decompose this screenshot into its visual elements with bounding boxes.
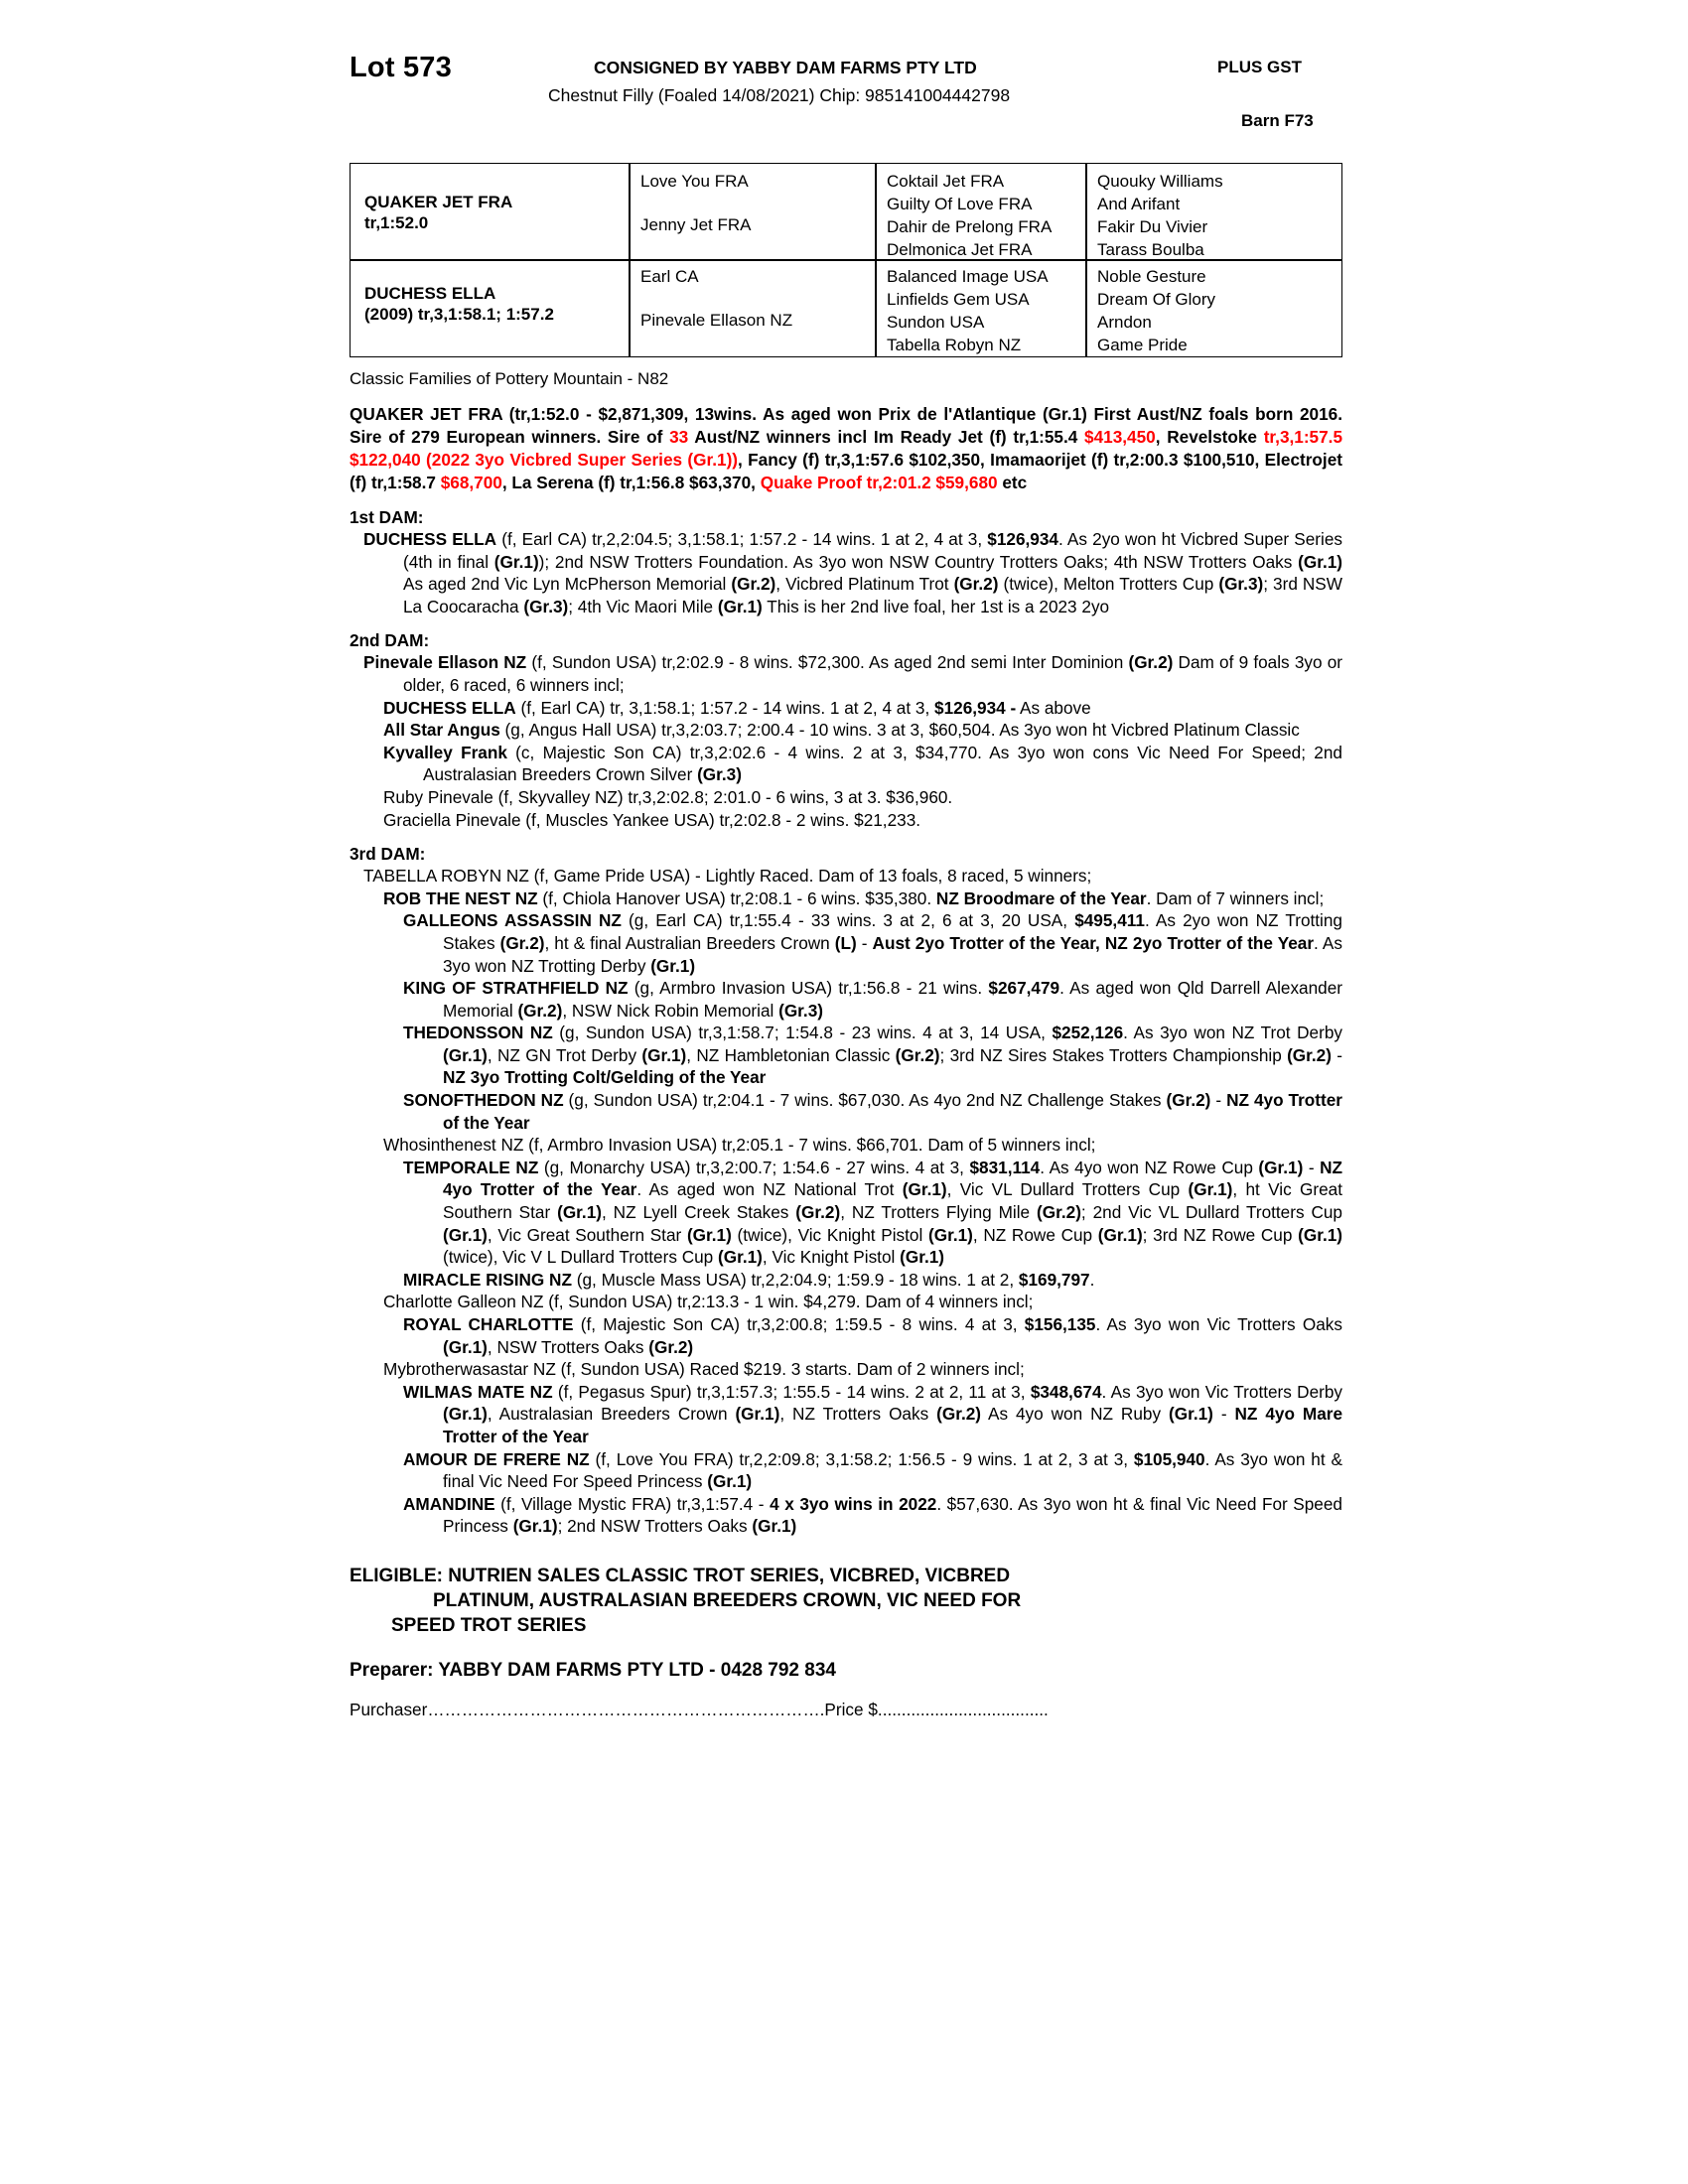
entry-run-1: (f, Majestic Son CA) tr,3,2:00.8; 1:59.5 - 8 wins. 4 at 3, bbox=[573, 1314, 1025, 1334]
entry-run-8: (Gr.2) bbox=[731, 574, 776, 595]
entry-run-1: (c, Majestic Son CA) tr,3,2:02.6 - 4 wins. 2 at 3, $34,770. As 3yo won cons Vic Need For Speed; 2nd Australasian Breeders Crown Silver bbox=[423, 742, 1342, 785]
entry-run-6: NZ 4yo Trotter of the Year bbox=[443, 1157, 1342, 1200]
entry-run-11: - bbox=[1331, 1044, 1343, 1065]
entry-run-2: $105,940 bbox=[1133, 1448, 1205, 1469]
dam-name: DUCHESS ELLA bbox=[364, 284, 496, 303]
entry-run-3: . As 3yo won NZ Trot Derby bbox=[1123, 1023, 1342, 1043]
entry-run-5: - bbox=[1303, 1157, 1321, 1177]
page-header bbox=[350, 48, 1342, 130]
entry-run-3: - bbox=[1210, 1090, 1227, 1111]
entry-run-16: (Gr.2) bbox=[1037, 1202, 1081, 1223]
entry-run-0: KING OF STRATHFIELD NZ bbox=[403, 978, 629, 999]
entry-run-27: (twice), Vic V L Dullard Trotters Cup bbox=[443, 1247, 718, 1268]
entry-run-9: , Vicbred Platinum Trot bbox=[775, 574, 954, 595]
entry-run-1: (g, Sundon USA) tr,3,1:58.7; 1:54.8 - 23 wins. 4 at 3, 14 USA, bbox=[552, 1023, 1053, 1043]
pedigree-g3-2: Guilty Of Love FRA bbox=[887, 195, 1033, 213]
entry-run-4: (Gr.1) bbox=[512, 1516, 558, 1537]
entry-run-0: Ruby Pinevale (f, Skyvalley NZ) tr,3,2:02.8; 2:01.0 - 6 wins, 3 at 3. $36,960. bbox=[383, 786, 953, 807]
entry-run-2: $348,674 bbox=[1030, 1381, 1102, 1402]
section-heading: 3rd DAM: bbox=[350, 844, 426, 865]
entry-run-2: $126,934 - bbox=[934, 697, 1017, 718]
entry-run-17: This is her 2nd live foal, her 1st is a 2023 2yo bbox=[762, 596, 1110, 616]
entry-run-3: . As 4yo won NZ Rowe Cup bbox=[1040, 1157, 1259, 1177]
pedigree-entry bbox=[363, 528, 1342, 617]
entry-run-8: (Gr.2) bbox=[936, 1404, 982, 1425]
sire-text-run-10: etc bbox=[997, 473, 1028, 492]
entry-run-9: . As 3yo won NZ Trotting Derby bbox=[443, 932, 1342, 976]
entry-run-7: . As aged won NZ National Trot bbox=[636, 1179, 903, 1200]
sire-detail: tr,1:52.0 bbox=[364, 213, 429, 232]
pedigree-entry bbox=[363, 651, 1342, 696]
entry-run-8: Aust 2yo Trotter of the Year, NZ 2yo Trotter of the Year bbox=[872, 932, 1315, 953]
pedigree-entry bbox=[383, 742, 1342, 786]
entry-run-1: (f, Village Mystic FRA) tr,3,1:57.4 - bbox=[494, 1493, 771, 1514]
pedigree-entry bbox=[383, 697, 1342, 720]
entry-run-10: (Gr.1) bbox=[1169, 1404, 1213, 1425]
pedigree-entry-text bbox=[383, 1291, 1342, 1313]
sire-summary-block bbox=[350, 403, 1342, 494]
pedigree-entry-text bbox=[383, 1358, 1342, 1381]
pedigree-table bbox=[350, 163, 1342, 357]
entry-run-6: (Gr.1) bbox=[1298, 551, 1342, 572]
pedigree-entry bbox=[383, 809, 1342, 832]
pedigree-entry-text bbox=[403, 1381, 1343, 1448]
section-heading: 1st DAM: bbox=[350, 507, 424, 527]
entry-run-17: ; 2nd Vic VL Dullard Trotters Cup bbox=[1080, 1202, 1342, 1223]
entry-run-1: (f, Earl CA) tr, 3,1:58.1; 1:57.2 - 14 wins. 1 at 2, 4 at 3, bbox=[515, 697, 935, 718]
entry-run-13: ; 3rd NSW La Coocaracha bbox=[403, 574, 1342, 616]
pedigree-entry-text bbox=[403, 1448, 1342, 1493]
entry-run-9: ; 3rd NZ Sires Stakes Trotters Championship bbox=[939, 1044, 1288, 1065]
entry-run-1: (g, Sundon USA) tr,2:04.1 - 7 wins. $67,030. As 4yo 2nd NZ Challenge Stakes bbox=[563, 1090, 1167, 1111]
entry-run-2: NZ Broodmare of the Year bbox=[935, 887, 1147, 908]
entry-run-23: , NZ Rowe Cup bbox=[972, 1224, 1098, 1245]
pedigree-g4-4: Tarass Boulba bbox=[1097, 240, 1204, 259]
entry-run-3: . As 2yo won ht Vicbred Super Series (4th in final bbox=[403, 529, 1343, 572]
entry-run-2: $252,126 bbox=[1052, 1023, 1124, 1043]
entry-run-4: (Gr.2) bbox=[499, 932, 545, 953]
entry-run-1: (f, Love You FRA) tr,2,2:09.8; 3,1:58.2; 1:56.5 - 9 wins. 1 at 2, 3 at 3, bbox=[589, 1448, 1134, 1469]
pedigree-g4-2: And Arifant bbox=[1097, 195, 1181, 213]
eligible-line-1: ELIGIBLE: NUTRIEN SALES CLASSIC TROT SERIES, VICBRED, VICBRED bbox=[350, 1565, 1011, 1586]
sire-text-run-7: $68,700 bbox=[440, 473, 502, 492]
entry-run-6: (Gr.1) bbox=[752, 1516, 797, 1537]
entry-run-11: - bbox=[1212, 1404, 1235, 1425]
entry-run-26: (Gr.1) bbox=[1298, 1224, 1342, 1245]
entry-run-0: Graciella Pinevale (f, Muscles Yankee USA) tr,2:02.8 - 2 wins. $21,233. bbox=[383, 809, 921, 830]
plus-gst-label: PLUS GST bbox=[1217, 58, 1303, 76]
entry-run-0: WILMAS MATE NZ bbox=[403, 1381, 553, 1402]
pedigree-g3-5: Balanced Image USA bbox=[887, 267, 1049, 286]
entry-run-1: (g, Muscle Mass USA) tr,2,2:04.9; 1:59.9 - 18 wins. 1 at 2, bbox=[571, 1269, 1019, 1290]
pedigree-entry bbox=[403, 977, 1342, 1022]
pedigree-g4-1: Quouky Williams bbox=[1097, 172, 1223, 191]
entry-run-0: Mybrotherwasastar NZ (f, Sundon USA) Raced $219. 3 starts. Dam of 2 winners incl; bbox=[383, 1359, 1025, 1380]
pedigree-sections bbox=[350, 507, 1342, 1538]
entry-run-8: (Gr.2) bbox=[895, 1044, 940, 1065]
entry-run-2: 4 x 3yo wins in 2022 bbox=[770, 1493, 937, 1514]
pedigree-g2-4: Pinevale Ellason NZ bbox=[640, 311, 793, 330]
entry-run-0: All Star Angus bbox=[383, 720, 500, 741]
entry-run-0: ROYAL CHARLOTTE bbox=[403, 1314, 574, 1334]
entry-run-14: (Gr.2) bbox=[795, 1202, 841, 1223]
pedigree-entry bbox=[383, 1134, 1342, 1157]
pedigree-entry bbox=[403, 1157, 1342, 1269]
entry-run-10: (Gr.1) bbox=[650, 955, 696, 976]
entry-run-4: (Gr.2) bbox=[517, 1000, 563, 1021]
entry-run-3: As above bbox=[1016, 697, 1091, 718]
eligible-block bbox=[350, 1564, 1342, 1638]
entry-run-12: (Gr.1) bbox=[557, 1202, 602, 1223]
eligible-line-2: PLATINUM, AUSTRALASIAN BREEDERS CROWN, VIC NEED FOR bbox=[433, 1589, 1022, 1611]
entry-run-0: DUCHESS ELLA bbox=[363, 529, 497, 549]
entry-run-10: (Gr.1) bbox=[1188, 1179, 1233, 1200]
entry-run-0: GALLEONS ASSASSIN NZ bbox=[403, 910, 622, 931]
entry-run-3: . As 3yo won Vic Trotters Derby bbox=[1101, 1381, 1343, 1402]
pedigree-g3-1: Coktail Jet FRA bbox=[887, 172, 1005, 191]
entry-run-4: (Gr.1) bbox=[443, 1044, 488, 1065]
entry-run-1: (f, Earl CA) tr,2,2:04.5; 3,1:58.1; 1:57.2 - 14 wins. 1 at 2, 4 at 3, bbox=[496, 529, 988, 549]
sire-text-run-8: , La Serena (f) tr,1:56.8 $63,370, bbox=[501, 473, 761, 492]
entry-run-0: Pinevale Ellason NZ bbox=[363, 652, 527, 673]
entry-run-2: $831,114 bbox=[969, 1157, 1041, 1177]
entry-run-0: THEDONSSON NZ bbox=[403, 1023, 553, 1043]
pedigree-entry-text bbox=[363, 528, 1343, 617]
entry-run-5: , NSW Trotters Oaks bbox=[487, 1336, 649, 1357]
entry-run-12: NZ 3yo Trotting Colt/Gelding of the Year bbox=[443, 1067, 767, 1088]
entry-run-2: (Gr.2) bbox=[1128, 652, 1174, 673]
entry-run-0: Whosinthenest NZ (f, Armbro Invasion USA) tr,2:05.1 - 7 wins. $66,701. Dam of 5 winners incl; bbox=[383, 1135, 1096, 1156]
entry-run-12: (Gr.3) bbox=[1218, 574, 1264, 595]
entry-run-24: (Gr.1) bbox=[1097, 1224, 1143, 1245]
pedigree-entry-text bbox=[403, 909, 1342, 977]
entry-run-3: . As 3yo won Vic Trotters Oaks bbox=[1095, 1314, 1342, 1334]
entry-run-4: (Gr.1) bbox=[1258, 1157, 1304, 1177]
entry-run-3: . $57,630. As 3yo won ht & final Vic Need For Speed Princess bbox=[443, 1493, 1342, 1537]
entry-run-30: (Gr.1) bbox=[900, 1247, 944, 1268]
pedigree-g3-3: Dahir de Prelong FRA bbox=[887, 217, 1053, 236]
pedigree-g4-7: Arndon bbox=[1097, 313, 1152, 332]
pedigree-g4-6: Dream Of Glory bbox=[1097, 290, 1216, 309]
pedigree-entry-text bbox=[383, 1134, 1342, 1157]
pedigree-entry bbox=[363, 865, 1342, 887]
entry-run-5: , ht & final Australian Breeders Crown bbox=[544, 932, 835, 953]
pedigree-g3-4: Delmonica Jet FRA bbox=[887, 240, 1033, 259]
entry-run-0: MIRACLE RISING NZ bbox=[403, 1269, 572, 1290]
pedigree-entry bbox=[383, 1358, 1342, 1381]
entry-run-6: (L) bbox=[834, 932, 857, 953]
pedigree-entry-text bbox=[403, 977, 1343, 1022]
pedigree-entry bbox=[403, 1313, 1342, 1358]
pedigree-g4-3: Fakir Du Vivier bbox=[1097, 217, 1208, 236]
entry-run-7: , NZ Hambletonian Classic bbox=[686, 1044, 896, 1065]
lot-number: Lot 573 bbox=[350, 52, 452, 83]
entry-run-11: (twice), Melton Trotters Cup bbox=[998, 574, 1219, 595]
pedigree-entry bbox=[403, 1089, 1342, 1134]
consignor-line: CONSIGNED BY YABBY DAM FARMS PTY LTD bbox=[594, 58, 977, 77]
entry-run-1: (f, Sundon USA) tr,2:02.9 - 8 wins. $72,300. As aged 2nd semi Inter Dominion bbox=[526, 652, 1129, 673]
entry-run-19: , Vic Great Southern Star bbox=[487, 1224, 687, 1245]
entry-run-9: , Vic VL Dullard Trotters Cup bbox=[946, 1179, 1189, 1200]
entry-run-4: (Gr.1) bbox=[443, 1404, 488, 1425]
sire-text-run-9: Quake Proof tr,2:01.2 $59,680 bbox=[760, 473, 998, 492]
entry-run-3: . bbox=[1089, 1269, 1095, 1290]
entry-run-15: ; 4th Vic Maori Mile bbox=[568, 596, 718, 616]
preparer-line: Preparer: YABBY DAM FARMS PTY LTD - 0428 792 834 bbox=[350, 1659, 836, 1681]
pedigree-entry bbox=[383, 719, 1342, 742]
horse-description: Chestnut Filly (Foaled 14/08/2021) Chip: 985141004442798 bbox=[548, 85, 1011, 105]
pedigree-entry bbox=[403, 1022, 1342, 1089]
entry-run-2: $156,135 bbox=[1024, 1314, 1096, 1334]
entry-run-22: (Gr.1) bbox=[927, 1224, 973, 1245]
entry-run-5: , NSW Nick Robin Memorial bbox=[562, 1000, 779, 1021]
page-content bbox=[350, 48, 1342, 1720]
sire-text-run-4: , Revelstoke bbox=[1155, 427, 1264, 447]
entry-run-13: , NZ Lyell Creek Stakes bbox=[601, 1202, 796, 1223]
entry-run-16: (Gr.1) bbox=[717, 596, 763, 616]
entry-run-0: Charlotte Galleon NZ (f, Sundon USA) tr,2:13.3 - 1 win. $4,279. Dam of 4 winners incl; bbox=[383, 1292, 1034, 1312]
entry-run-10: (Gr.2) bbox=[1287, 1044, 1332, 1065]
entry-run-12: NZ 4yo Mare Trotter of the Year bbox=[443, 1404, 1342, 1446]
pedigree-entry-text bbox=[363, 865, 1342, 887]
entry-run-15: , NZ Trotters Flying Mile bbox=[840, 1202, 1038, 1223]
purchaser-line: Purchaser…………………………………………………………….Price $.................................... bbox=[350, 1699, 1049, 1719]
entry-run-0: Kyvalley Frank bbox=[383, 742, 507, 762]
entry-run-2: (Gr.3) bbox=[697, 764, 742, 785]
entry-run-25: ; 3rd NZ Rowe Cup bbox=[1142, 1224, 1299, 1245]
entry-run-2: $126,934 bbox=[987, 529, 1058, 549]
pedigree-g2-1: Love You FRA bbox=[640, 172, 749, 191]
pedigree-entry bbox=[383, 1291, 1342, 1313]
entry-run-3: . As aged won Qld Darrell Alexander Memorial bbox=[443, 978, 1343, 1021]
entry-run-0: AMANDINE bbox=[403, 1493, 495, 1514]
section-heading: 2nd DAM: bbox=[350, 630, 430, 651]
entry-run-5: , NZ GN Trot Derby bbox=[487, 1044, 642, 1065]
entry-run-7: - bbox=[856, 932, 873, 953]
pedigree-g3-6: Linfields Gem USA bbox=[887, 290, 1030, 309]
pedigree-g3-8: Tabella Robyn NZ bbox=[887, 336, 1022, 354]
entry-run-1: (g, Angus Hall USA) tr,3,2:03.7; 2:00.4 - 10 wins. 3 at 3, $60,504. As 3yo won ht Vicbred Platinum Classic bbox=[499, 720, 1300, 741]
pedigree-entry-text bbox=[383, 786, 1342, 809]
entry-run-0: DUCHESS ELLA bbox=[383, 697, 516, 718]
entry-run-28: (Gr.1) bbox=[718, 1247, 763, 1268]
pedigree-g2-3: Earl CA bbox=[640, 267, 699, 286]
entry-run-1: (g, Monarchy USA) tr,3,2:00.7; 1:54.6 - 27 wins. 4 at 3, bbox=[538, 1157, 970, 1177]
entry-run-2: $495,411 bbox=[1074, 910, 1145, 931]
entry-run-2: (Gr.2) bbox=[1166, 1090, 1211, 1111]
entry-run-1: (f, Pegasus Spur) tr,3,1:57.3; 1:55.5 - 14 wins. 2 at 2, 11 at 3, bbox=[552, 1381, 1031, 1402]
entry-run-6: (Gr.1) bbox=[735, 1404, 780, 1425]
entry-run-18: (Gr.1) bbox=[443, 1224, 488, 1245]
pedigree-entry-text bbox=[403, 1157, 1343, 1269]
entry-run-21: (twice), Vic Knight Pistol bbox=[731, 1224, 928, 1245]
entry-run-11: , ht Vic Great Southern Star bbox=[443, 1179, 1343, 1223]
pedigree-g4-8: Game Pride bbox=[1097, 336, 1188, 354]
entry-run-1: (g, Earl CA) tr,1:55.4 - 33 wins. 3 at 2, 6 at 3, 20 USA, bbox=[621, 910, 1075, 931]
pedigree-entry-text bbox=[383, 887, 1342, 910]
entry-run-2: $267,479 bbox=[988, 978, 1060, 999]
entry-run-20: (Gr.1) bbox=[686, 1224, 732, 1245]
sire-text-run-5: tr,3,1:57.5 $122,040 (2022 3yo Vicbred Super Series (Gr.1)) bbox=[350, 427, 1343, 470]
pedigree-entry-text bbox=[383, 809, 1342, 832]
entry-run-6: (Gr.2) bbox=[648, 1336, 694, 1357]
entry-run-9: As 4yo won NZ Ruby bbox=[981, 1404, 1169, 1425]
pedigree-entry bbox=[383, 786, 1342, 809]
sire-text-run-0: QUAKER JET FRA (tr,1:52.0 - $2,871,309, 13wins. As aged won Prix de l'Atlantique (Gr.1) First Aust/NZ foals born 2016. Sire of 279 European winners. Sire of bbox=[350, 404, 1342, 447]
pedigree-entry bbox=[403, 1493, 1342, 1538]
entry-run-29: , Vic Knight Pistol bbox=[762, 1247, 901, 1268]
entry-run-3: . Dam of 7 winners incl; bbox=[1146, 887, 1325, 908]
barn-label: Barn F73 bbox=[1241, 111, 1314, 130]
entry-run-2: $169,797 bbox=[1018, 1269, 1090, 1290]
entry-run-7: , NZ Trotters Oaks bbox=[779, 1404, 937, 1425]
entry-run-4: (Gr.1) bbox=[707, 1471, 753, 1492]
pedigree-entry bbox=[403, 1448, 1342, 1493]
pedigree-entry-text bbox=[383, 742, 1342, 786]
entry-run-6: (Gr.3) bbox=[778, 1000, 823, 1021]
entry-run-8: (Gr.1) bbox=[902, 1179, 947, 1200]
entry-run-4: (Gr.1) bbox=[493, 551, 539, 572]
sire-text-run-6: , Fancy (f) tr,3,1:57.6 $102,350, Imamaorijet (f) tr,2:00.3 $100,510, Electrojet (f) tr,1:58.7 bbox=[350, 450, 1342, 492]
entry-run-0: AMOUR DE FRERE NZ bbox=[403, 1448, 590, 1469]
sire-text-run-2: Aust/NZ winners incl Im Ready Jet (f) tr,1:55.4 bbox=[688, 427, 1085, 447]
eligible-line-3: SPEED TROT SERIES bbox=[391, 1614, 587, 1636]
pedigree-entry-text bbox=[403, 1089, 1342, 1134]
sire-name: QUAKER JET FRA bbox=[364, 193, 513, 211]
pedigree-entry bbox=[403, 1381, 1342, 1448]
entry-run-14: (Gr.3) bbox=[523, 596, 569, 616]
entry-run-3: . As 2yo won NZ Trotting Stakes bbox=[443, 910, 1342, 953]
pedigree-entry-text bbox=[403, 1313, 1342, 1358]
pedigree-g2-2: Jenny Jet FRA bbox=[640, 215, 752, 234]
entry-run-1: (f, Chiola Hanover USA) tr,2:08.1 - 6 wins. $35,380. bbox=[537, 887, 936, 908]
pedigree-g4-5: Noble Gesture bbox=[1097, 267, 1206, 286]
entry-run-4: NZ 4yo Trotter of the Year bbox=[443, 1090, 1342, 1133]
entry-run-0: SONOFTHEDON NZ bbox=[403, 1090, 564, 1111]
entry-run-6: (Gr.1) bbox=[641, 1044, 687, 1065]
pedigree-g3-7: Sundon USA bbox=[887, 313, 985, 332]
entry-run-5: ); 2nd NSW Trotters Foundation. As 3yo won NSW Country Trotters Oaks; 4th NSW Trotters Oaks bbox=[538, 551, 1299, 572]
pedigree-entry-text bbox=[403, 1269, 1342, 1292]
sire-text-run-3: $413,450 bbox=[1084, 427, 1156, 447]
sire-text-run-1: 33 bbox=[669, 427, 689, 447]
pedigree-entry-text bbox=[403, 1022, 1343, 1089]
entry-run-10: (Gr.2) bbox=[953, 574, 999, 595]
entry-run-0: TEMPORALE NZ bbox=[403, 1157, 539, 1177]
pedigree-entry bbox=[403, 909, 1342, 977]
entry-run-0: ROB THE NEST NZ bbox=[383, 887, 538, 908]
pedigree-entry-text bbox=[383, 719, 1342, 742]
entry-run-1: (g, Armbro Invasion USA) tr,1:56.8 - 21 wins. bbox=[628, 978, 989, 999]
dam-detail: (2009) tr,3,1:58.1; 1:57.2 bbox=[364, 305, 554, 324]
pedigree-entry bbox=[383, 887, 1342, 910]
entry-run-3: . As 3yo won ht & final Vic Need For Speed Princess bbox=[443, 1448, 1342, 1492]
classic-families-line: Classic Families of Pottery Mountain - N82 bbox=[350, 369, 669, 388]
pedigree-entry-text bbox=[383, 697, 1342, 720]
entry-run-0: TABELLA ROBYN NZ (f, Game Pride USA) - Lightly Raced. Dam of 13 foals, 8 raced, 5 winners; bbox=[363, 866, 1092, 887]
entry-run-7: As aged 2nd Vic Lyn McPherson Memorial bbox=[403, 574, 732, 595]
entry-run-4: (Gr.1) bbox=[443, 1336, 488, 1357]
pedigree-entry-text bbox=[403, 1493, 1342, 1538]
pedigree-entry bbox=[403, 1269, 1342, 1292]
entry-run-3: Dam of 9 foals 3yo or older, 6 raced, 6 winners incl; bbox=[403, 652, 1343, 695]
entry-run-5: , Australasian Breeders Crown bbox=[487, 1404, 736, 1425]
entry-run-5: ; 2nd NSW Trotters Oaks bbox=[557, 1516, 753, 1537]
pedigree-entry-text bbox=[363, 651, 1343, 696]
